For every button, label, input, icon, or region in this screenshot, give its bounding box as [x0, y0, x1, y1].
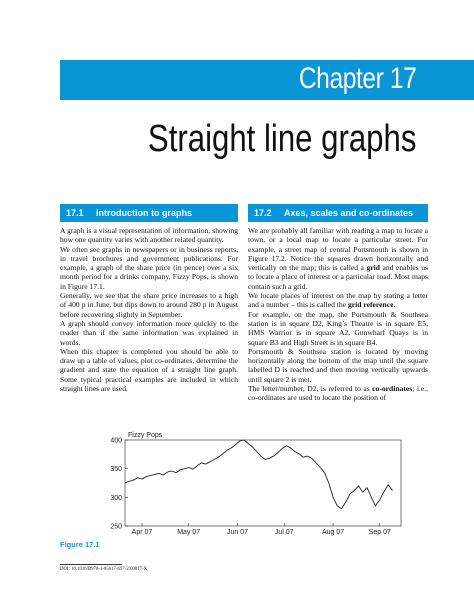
series-line — [125, 440, 393, 509]
y-tick-label: 350 — [110, 466, 122, 474]
bold-term: grid — [366, 263, 380, 273]
y-tick-label: 250 — [110, 523, 122, 531]
paragraph — [248, 384, 428, 403]
text-run: The letter/number, D2, is referred to as — [248, 384, 373, 394]
x-tick-label: Apr 07 — [131, 529, 153, 536]
y-tick-label: 300 — [110, 494, 122, 502]
x-tick-label: Sep 07 — [368, 529, 391, 536]
doi-footnote: DOI: 10.1016/B978-1-85617-697-2/00017-X — [60, 567, 148, 572]
chart-title: Fizzy Pops — [128, 432, 163, 439]
text-run: . — [393, 300, 396, 310]
paragraph — [248, 226, 428, 291]
paragraph: For example, on the map, the Portsmouth & Southsea station is in square D2, King’s Theatre is in square E5, HMS Warrior is in square A2, Gunwharf Quays is in square B3 and High Street is in square B4. — [248, 309, 428, 347]
right-column — [248, 226, 428, 403]
x-tick-label: May 07 — [177, 529, 201, 536]
paragraph — [248, 291, 428, 310]
paragraph: A graph is a visual representation of information, showing how one quantity varies with another related quantity. — [60, 226, 238, 245]
y-tick-label: 400 — [110, 437, 122, 445]
chapter-band — [60, 60, 474, 100]
x-tick-label: Jul 07 — [274, 529, 294, 536]
paragraph: A graph should convey information more quickly to the reader than if the same information was explained in words. — [60, 318, 238, 347]
footnote-rule — [60, 564, 122, 565]
page-title: Straight line graphs — [147, 118, 416, 160]
paragraph: Portsmouth & Southsea station is located by moving horizontally along the bottom of the map until the square labelled D is reached and then moving vertically upwards until square 2 is met. — [248, 346, 428, 384]
share-price-chart — [100, 428, 410, 540]
bold-term: grid reference — [347, 300, 394, 310]
section-title: Introduction to graphs — [96, 208, 192, 218]
text-run: ; i.e., co-ordinates are used to locate the position of — [248, 384, 428, 403]
text-run: We locate places of interest on the map by stating a letter and a number – this is called the — [248, 291, 428, 310]
section-title: Axes, scales and co-ordinates — [284, 208, 414, 218]
x-tick-label: Aug 07 — [321, 529, 345, 536]
paragraph: Generally, we see that the share price increases to a high of 400 p in June, but dips down to around 280 p in August before recovering slightly in September. — [60, 291, 238, 319]
chart-svg — [100, 428, 410, 540]
section-number: 17.1 — [66, 208, 84, 218]
section-heading-17-1 — [60, 204, 238, 222]
section-heading-17-2 — [248, 204, 428, 222]
chapter-number: Chapter 17 — [298, 62, 416, 95]
paragraph: When this chapter is completed you should be able to draw up a table of values, plot co-ordinates, determine the gradient and state the equation of a straight line graph. Some typical practical examples are included in which straight lines are used. — [60, 346, 238, 394]
figure-caption: Figure 17.1 — [60, 540, 100, 549]
paragraph: We often see graphs in newspapers or in business reports, in travel brochures and government publications. For example, a graph of the share price (in pence) over a six month period for a drinks company, Fizzy Pops, is shown in Figure 17.1. — [60, 244, 238, 291]
text-run: We are probably all familiar with reading a map to locate a town, or a local map to locate a particular street. For example, a street map of central Portsmouth is shown in Figure 17.2. Notice the squares drawn horizontally and vertically on the map; this is called a — [248, 226, 428, 273]
bold-term: co-ordinates — [372, 384, 413, 394]
plot-frame — [125, 440, 401, 526]
section-number: 17.2 — [254, 208, 272, 218]
text-run: and enables us to locate a place of interest or a particular road. Most maps contain such a grid. — [248, 263, 429, 291]
left-column — [60, 226, 238, 393]
x-tick-label: Jun 07 — [227, 529, 249, 536]
